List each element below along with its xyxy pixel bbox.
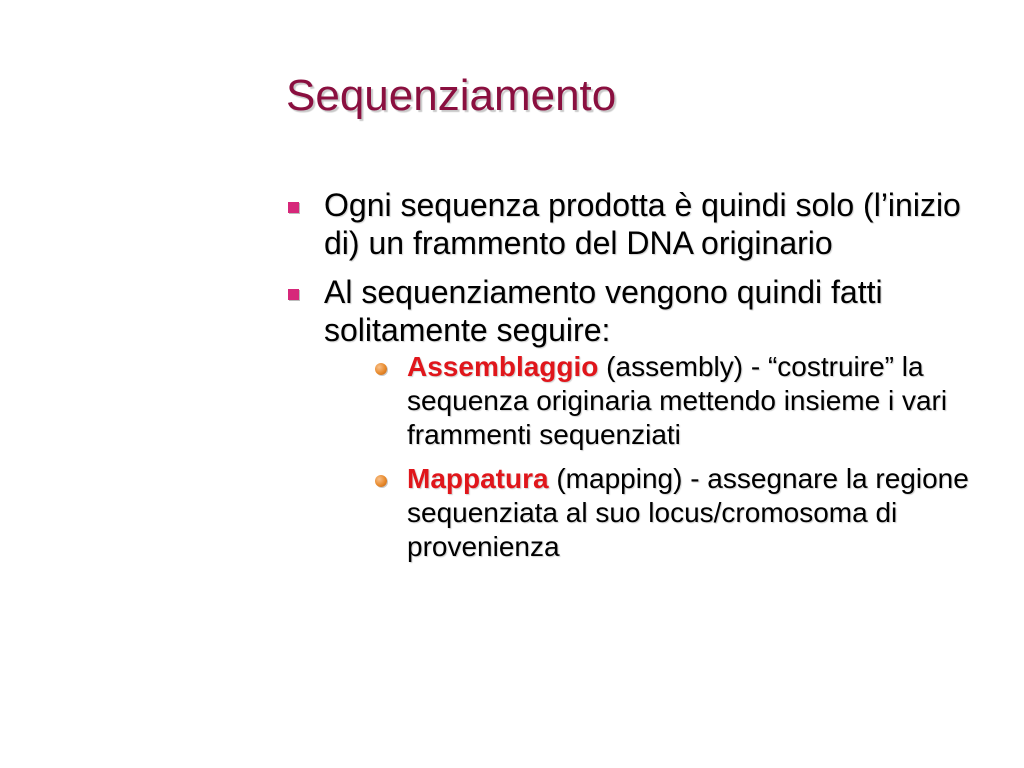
bullet-text: Ogni sequenza prodotta è quindi solo (l’inizio di) un frammento del DNA originario <box>324 187 961 261</box>
square-bullet-icon <box>288 289 299 300</box>
sub-bullet-item <box>369 350 1024 452</box>
sub-bullet-text: (assembly) - “costruire” la sequenza originaria mettendo insieme i vari frammenti sequenziati <box>407 351 948 450</box>
slide-title: Sequenziamento <box>286 71 617 120</box>
sub-bullet-term: Mappatura <box>407 463 549 494</box>
bullet-item <box>286 273 986 564</box>
sub-bullet-list <box>369 350 986 564</box>
sub-bullet-term: Assemblaggio <box>407 351 599 382</box>
square-bullet-icon <box>288 202 299 213</box>
round-bullet-icon <box>375 363 387 375</box>
bullet-text: Al sequenziamento vengono quindi fatti solitamente seguire: <box>324 274 883 348</box>
sub-bullet-item <box>369 462 1024 564</box>
bullet-item <box>286 186 986 262</box>
sub-bullet-text: (mapping) - assegnare la regione sequenziata al suo locus/cromosoma di provenienza <box>407 463 969 562</box>
slide-body <box>286 186 986 575</box>
round-bullet-icon <box>375 475 387 487</box>
